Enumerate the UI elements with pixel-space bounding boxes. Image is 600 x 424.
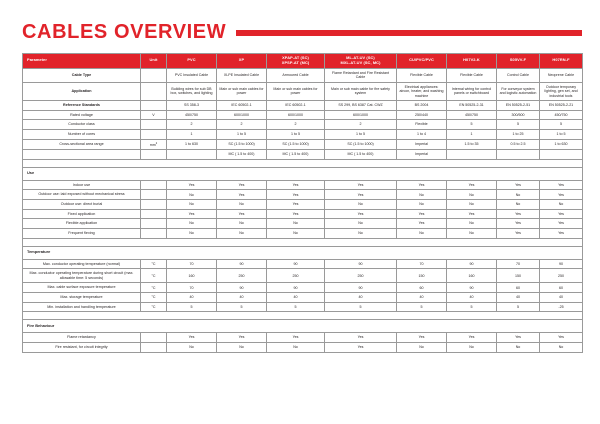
cell-mlat: Yes	[325, 342, 397, 352]
cell-xp: XLPE Insulated Cable	[217, 68, 267, 82]
row-parameter-label: Cable Type	[23, 68, 141, 82]
cell-h07v2k: 90	[447, 283, 497, 293]
cell-xpap: SC (1.5 to 1000)	[267, 139, 325, 150]
table-row	[23, 68, 583, 82]
cell-mlat: Main or sub main cable for fire safety system	[325, 82, 397, 100]
cell-h07rnf: -25	[540, 302, 583, 312]
cell-s05vvf: Yes	[497, 228, 540, 238]
cell-xp: 90	[217, 259, 267, 269]
cell-h07v2k: No	[447, 200, 497, 210]
cell-pvc: Yes	[167, 333, 217, 343]
row-unit-cell	[141, 180, 167, 190]
cell-pvc	[167, 150, 217, 159]
cell-xpap: Yes	[267, 190, 325, 200]
row-parameter-label: Fire resistant, for circuit integrity	[23, 342, 141, 352]
table-header	[23, 54, 583, 69]
cell-cupvcpvc: 5	[397, 302, 447, 312]
cell-h07rnf: 250	[540, 269, 583, 283]
header-row	[23, 54, 583, 69]
column-header-h07v2k: H07V2-K	[447, 54, 497, 69]
cell-pvc: 1 to 630	[167, 139, 217, 150]
cell-pvc: No	[167, 219, 217, 229]
cell-mlat: SS 299, BS 6387 Cat. CWZ	[325, 101, 397, 111]
cell-cupvcpvc: No	[397, 200, 447, 210]
cell-pvc: 160	[167, 269, 217, 283]
row-unit-cell	[141, 130, 167, 140]
cell-h07rnf: 90	[540, 259, 583, 269]
cell-cupvcpvc: Flexible	[397, 120, 447, 130]
table-row	[23, 333, 583, 343]
cell-xpap: 90	[267, 259, 325, 269]
row-unit-cell	[141, 150, 167, 159]
row-unit-cell: °C	[141, 259, 167, 269]
cell-h07v2k: 90	[447, 259, 497, 269]
row-unit-cell	[141, 209, 167, 219]
cell-mlat: MC ( 1.5 to 400)	[325, 150, 397, 159]
cell-h07rnf: 1 to 5	[540, 130, 583, 140]
row-unit-cell	[141, 219, 167, 229]
spacer-cell	[23, 238, 583, 246]
row-parameter-label: Indoor use	[23, 180, 141, 190]
cell-xp: 600/1000	[217, 110, 267, 120]
table-row	[23, 139, 583, 150]
cell-cupvcpvc: 250/440	[397, 110, 447, 120]
page-title: CABLES OVERVIEW	[22, 21, 227, 43]
table-row	[23, 150, 583, 159]
cell-s05vvf: No	[497, 190, 540, 200]
cell-s05vvf: No	[497, 200, 540, 210]
cell-xpap: Yes	[267, 180, 325, 190]
cell-h07v2k: 5	[447, 120, 497, 130]
section-label: Fire Behaviour	[23, 320, 583, 333]
section-spacer	[23, 312, 583, 320]
cell-mlat: 5	[325, 302, 397, 312]
cell-xp: 2	[217, 120, 267, 130]
section-header-row	[23, 167, 583, 180]
section-header-row	[23, 320, 583, 333]
row-parameter-label: Reference Standards	[23, 101, 141, 111]
cell-s05vvf: 40	[497, 293, 540, 303]
cell-pvc: 70	[167, 259, 217, 269]
section-header-row	[23, 246, 583, 259]
row-unit-cell: $mm^2$	[141, 139, 167, 150]
cell-mlat: No	[325, 200, 397, 210]
cell-cupvcpvc: Yes	[397, 180, 447, 190]
row-parameter-label: Application	[23, 82, 141, 100]
cell-h07v2k: No	[447, 190, 497, 200]
cell-xp: IEC 60502-1	[217, 101, 267, 111]
row-unit-cell	[141, 342, 167, 352]
row-unit-cell: °C	[141, 293, 167, 303]
cell-s05vvf: 5	[497, 302, 540, 312]
cell-s05vvf: For conveyor system and logistic automation	[497, 82, 540, 100]
row-parameter-label: Number of cores	[23, 130, 141, 140]
row-parameter-label: Outdoor use: direct burial	[23, 200, 141, 210]
cell-pvc: No	[167, 342, 217, 352]
cell-mlat: 40	[325, 293, 397, 303]
row-parameter-label: Cross-sectional area range	[23, 139, 141, 150]
cell-xp: 1 to 5	[217, 130, 267, 140]
cell-h07v2k	[447, 150, 497, 159]
cell-xpap: 1 to 5	[267, 130, 325, 140]
cell-cupvcpvc: No	[397, 228, 447, 238]
row-unit-cell	[141, 101, 167, 111]
cell-cupvcpvc: No	[397, 342, 447, 352]
cell-h07rnf: Yes	[540, 228, 583, 238]
cell-h07rnf: 60	[540, 283, 583, 293]
section-label: Use	[23, 167, 583, 180]
cell-h07rnf: 5	[540, 120, 583, 130]
cell-cupvcpvc: 40	[397, 293, 447, 303]
cell-cupvcpvc: Yes	[397, 209, 447, 219]
cell-xpap: 250	[267, 269, 325, 283]
cell-pvc: 70	[167, 283, 217, 293]
cell-xp: No	[217, 228, 267, 238]
row-parameter-label: Conductor class	[23, 120, 141, 130]
row-parameter-label: Max. conductor operating temperature (normal)	[23, 259, 141, 269]
row-parameter-label: Max. conductor operating temperature during short circuit (max. allowable time: 5 seconds)	[23, 269, 141, 283]
table-row	[23, 293, 583, 303]
cell-s05vvf: 60	[497, 283, 540, 293]
cell-xpap: 600/1000	[267, 110, 325, 120]
cell-s05vvf: 70	[497, 259, 540, 269]
cell-xpap: Main or sub main cables for power	[267, 82, 325, 100]
cell-h07rnf: Yes	[540, 190, 583, 200]
row-parameter-label: Rated voltage	[23, 110, 141, 120]
table-row	[23, 190, 583, 200]
cell-h07rnf: Yes	[540, 209, 583, 219]
column-header-parameter: Parameter	[23, 54, 141, 69]
table-row	[23, 130, 583, 140]
cell-xp: 5	[217, 302, 267, 312]
table-row	[23, 228, 583, 238]
section-spacer	[23, 238, 583, 246]
section-label: Temperature	[23, 246, 583, 259]
cell-pvc: SS 358-3	[167, 101, 217, 111]
cell-mlat: 250	[325, 269, 397, 283]
cell-mlat: Yes	[325, 333, 397, 343]
cell-h07v2k: 450/750	[447, 110, 497, 120]
cell-s05vvf	[497, 150, 540, 159]
cell-s05vvf: Yes	[497, 209, 540, 219]
cell-xp: Main or sub main cables for power	[217, 82, 267, 100]
table-row	[23, 120, 583, 130]
cell-h07v2k: 1.5 to 35	[447, 139, 497, 150]
cell-mlat: SC (1.5 to 1000)	[325, 139, 397, 150]
cell-xpap: Yes	[267, 209, 325, 219]
column-header-cupvcpvc: CU/PVC/PVC	[397, 54, 447, 69]
cell-xp: 90	[217, 283, 267, 293]
cell-pvc: No	[167, 190, 217, 200]
cell-h07rnf: 1 to 630	[540, 139, 583, 150]
cell-xpap: IEC 60502-1	[267, 101, 325, 111]
cell-mlat: 2	[325, 120, 397, 130]
cell-h07v2k: EN 50525-2-31	[447, 101, 497, 111]
cell-cupvcpvc: Yes	[397, 333, 447, 343]
cell-cupvcpvc: Imperial	[397, 150, 447, 159]
cell-h07rnf: No	[540, 200, 583, 210]
cell-h07rnf: Yes	[540, 219, 583, 229]
cell-pvc: 2	[167, 120, 217, 130]
cell-h07rnf: Yes	[540, 333, 583, 343]
cell-xpap: Yes	[267, 333, 325, 343]
cell-mlat: Yes	[325, 190, 397, 200]
row-parameter-label: Outdoor use: laid exposed without mechanical stress	[23, 190, 141, 200]
cell-pvc: PVC Insulated Cable	[167, 68, 217, 82]
row-parameter-label: Flexible application	[23, 219, 141, 229]
cell-s05vvf: Yes	[497, 180, 540, 190]
cell-h07v2k: Flexible Cable	[447, 68, 497, 82]
table-row	[23, 342, 583, 352]
cell-h07v2k: 5	[447, 302, 497, 312]
spacer-cell	[23, 312, 583, 320]
cell-h07rnf: Yes	[540, 180, 583, 190]
cell-xp: Yes	[217, 190, 267, 200]
cell-pvc: No	[167, 228, 217, 238]
cell-s05vvf: 300/500	[497, 110, 540, 120]
cell-h07v2k: Yes	[447, 209, 497, 219]
cell-s05vvf: 1 to 25	[497, 130, 540, 140]
cell-h07v2k: No	[447, 219, 497, 229]
cell-s05vvf: EN 50525-2-51	[497, 101, 540, 111]
cell-h07v2k: 160	[447, 269, 497, 283]
cell-s05vvf: Control Cable	[497, 68, 540, 82]
row-unit-cell: V	[141, 110, 167, 120]
cell-s05vvf: Yes	[497, 219, 540, 229]
section-spacer	[23, 159, 583, 167]
cell-xpap: 90	[267, 283, 325, 293]
table-row	[23, 101, 583, 111]
cell-s05vvf: 0.5 to 2.5	[497, 139, 540, 150]
title-row	[22, 22, 582, 42]
cell-s05vvf: 5	[497, 120, 540, 130]
cell-pvc: Building wires for sub DB box, switches, and lighting	[167, 82, 217, 100]
cell-xpap: 5	[267, 302, 325, 312]
column-header-h07rnf: H07RN-F	[540, 54, 583, 69]
cell-cupvcpvc: Imperial	[397, 139, 447, 150]
cell-xpap: No	[267, 228, 325, 238]
cell-xp: SC (1.5 to 1000)	[217, 139, 267, 150]
cell-cupvcpvc: 150	[397, 269, 447, 283]
cell-xpap: Armoured Cable	[267, 68, 325, 82]
cell-cupvcpvc: Electrical appliances: aircon, heater, and washing machine	[397, 82, 447, 100]
spacer-cell	[23, 159, 583, 167]
cell-mlat: Yes	[325, 180, 397, 190]
table-row	[23, 302, 583, 312]
cell-h07rnf: 450/750	[540, 110, 583, 120]
row-unit-cell: °C	[141, 269, 167, 283]
column-header-xpap: XPAP-AT (SC) XPSP-AT (MC)	[267, 54, 325, 69]
cell-h07rnf: No	[540, 342, 583, 352]
row-parameter-label: Max. cable surface exposure temperature	[23, 283, 141, 293]
cell-pvc: Yes	[167, 209, 217, 219]
cell-h07rnf: 40	[540, 293, 583, 303]
cell-xp: No	[217, 219, 267, 229]
cell-xp: 40	[217, 293, 267, 303]
cell-xpap: No	[267, 342, 325, 352]
cell-h07v2k: Internal wiring for control panels or switchboard	[447, 82, 497, 100]
cell-cupvcpvc: 1 to 4	[397, 130, 447, 140]
row-unit-cell	[141, 82, 167, 100]
table-row	[23, 283, 583, 293]
cell-cupvcpvc: Yes	[397, 219, 447, 229]
cell-xp: Yes	[217, 333, 267, 343]
cell-xp: Yes	[217, 209, 267, 219]
table-row	[23, 269, 583, 283]
cell-mlat: No	[325, 228, 397, 238]
cables-comparison-table	[22, 53, 583, 353]
column-header-mlat: ML-AT-UV (SC) MXL-AT-UV (SC, MC)	[325, 54, 397, 69]
title-accent-rule	[236, 30, 582, 36]
row-unit-cell	[141, 228, 167, 238]
table-row	[23, 209, 583, 219]
cell-h07rnf: Neoprene Cable	[540, 68, 583, 82]
cell-xp: 250	[217, 269, 267, 283]
cell-h07rnf	[540, 150, 583, 159]
cell-xpap: 2	[267, 120, 325, 130]
cell-xp: No	[217, 342, 267, 352]
cell-mlat: 1 to 5	[325, 130, 397, 140]
cell-cupvcpvc: 70	[397, 259, 447, 269]
cell-s05vvf: Yes	[497, 333, 540, 343]
column-header-s05vvf: S05VV-F	[497, 54, 540, 69]
cell-s05vvf: No	[497, 342, 540, 352]
cell-h07v2k: 1	[447, 130, 497, 140]
row-parameter-label: Flame retardancy	[23, 333, 141, 343]
column-header-unit: Unit	[141, 54, 167, 69]
column-header-xp: XP	[217, 54, 267, 69]
cell-xpap: 40	[267, 293, 325, 303]
cell-xp: No	[217, 200, 267, 210]
cell-xpap: Yes	[267, 200, 325, 210]
cell-pvc: Yes	[167, 180, 217, 190]
cell-mlat: Flame Retardant and Fire Resistant Cable	[325, 68, 397, 82]
cell-h07v2k: No	[447, 342, 497, 352]
table-row	[23, 200, 583, 210]
cell-cupvcpvc: Flexible Cable	[397, 68, 447, 82]
cell-pvc: 5	[167, 302, 217, 312]
cell-pvc: No	[167, 200, 217, 210]
table-body	[23, 68, 583, 352]
cell-s05vvf: 150	[497, 269, 540, 283]
row-parameter-label: Fixed application	[23, 209, 141, 219]
cell-mlat: 600/1000	[325, 110, 397, 120]
cell-xpap: No	[267, 219, 325, 229]
cell-mlat: 90	[325, 283, 397, 293]
cell-pvc: 1	[167, 130, 217, 140]
cell-cupvcpvc: 60	[397, 283, 447, 293]
row-unit-cell	[141, 120, 167, 130]
row-unit-cell: °C	[141, 302, 167, 312]
column-header-pvc: PVC	[167, 54, 217, 69]
table-row	[23, 110, 583, 120]
row-parameter-label: Min. installation and handling temperature	[23, 302, 141, 312]
cell-xp: MC ( 1.5 to 400)	[217, 150, 267, 159]
cell-h07v2k: 40	[447, 293, 497, 303]
cell-mlat: 90	[325, 259, 397, 269]
table-row	[23, 259, 583, 269]
row-parameter-label: Frequent flexing	[23, 228, 141, 238]
row-parameter-label	[23, 150, 141, 159]
cell-h07rnf: Outdoor temporary lighting, gen set, and industrial tools	[540, 82, 583, 100]
cell-h07v2k: No	[447, 228, 497, 238]
row-unit-cell	[141, 333, 167, 343]
table-row	[23, 180, 583, 190]
cell-h07v2k: Yes	[447, 180, 497, 190]
cell-h07rnf: EN 50525-2-21	[540, 101, 583, 111]
table-row	[23, 219, 583, 229]
cell-cupvcpvc: BS 2004	[397, 101, 447, 111]
cell-h07v2k: Yes	[447, 333, 497, 343]
cell-cupvcpvc: No	[397, 190, 447, 200]
row-unit-cell	[141, 68, 167, 82]
row-unit-cell	[141, 190, 167, 200]
cell-xpap: MC ( 1.5 to 400)	[267, 150, 325, 159]
cell-mlat: No	[325, 219, 397, 229]
row-unit-cell	[141, 200, 167, 210]
row-parameter-label: Max. storage temperature	[23, 293, 141, 303]
table-row	[23, 82, 583, 100]
cell-pvc: 40	[167, 293, 217, 303]
row-unit-cell: °C	[141, 283, 167, 293]
cell-mlat: Yes	[325, 209, 397, 219]
cell-pvc: 450/750	[167, 110, 217, 120]
cell-xp: Yes	[217, 180, 267, 190]
